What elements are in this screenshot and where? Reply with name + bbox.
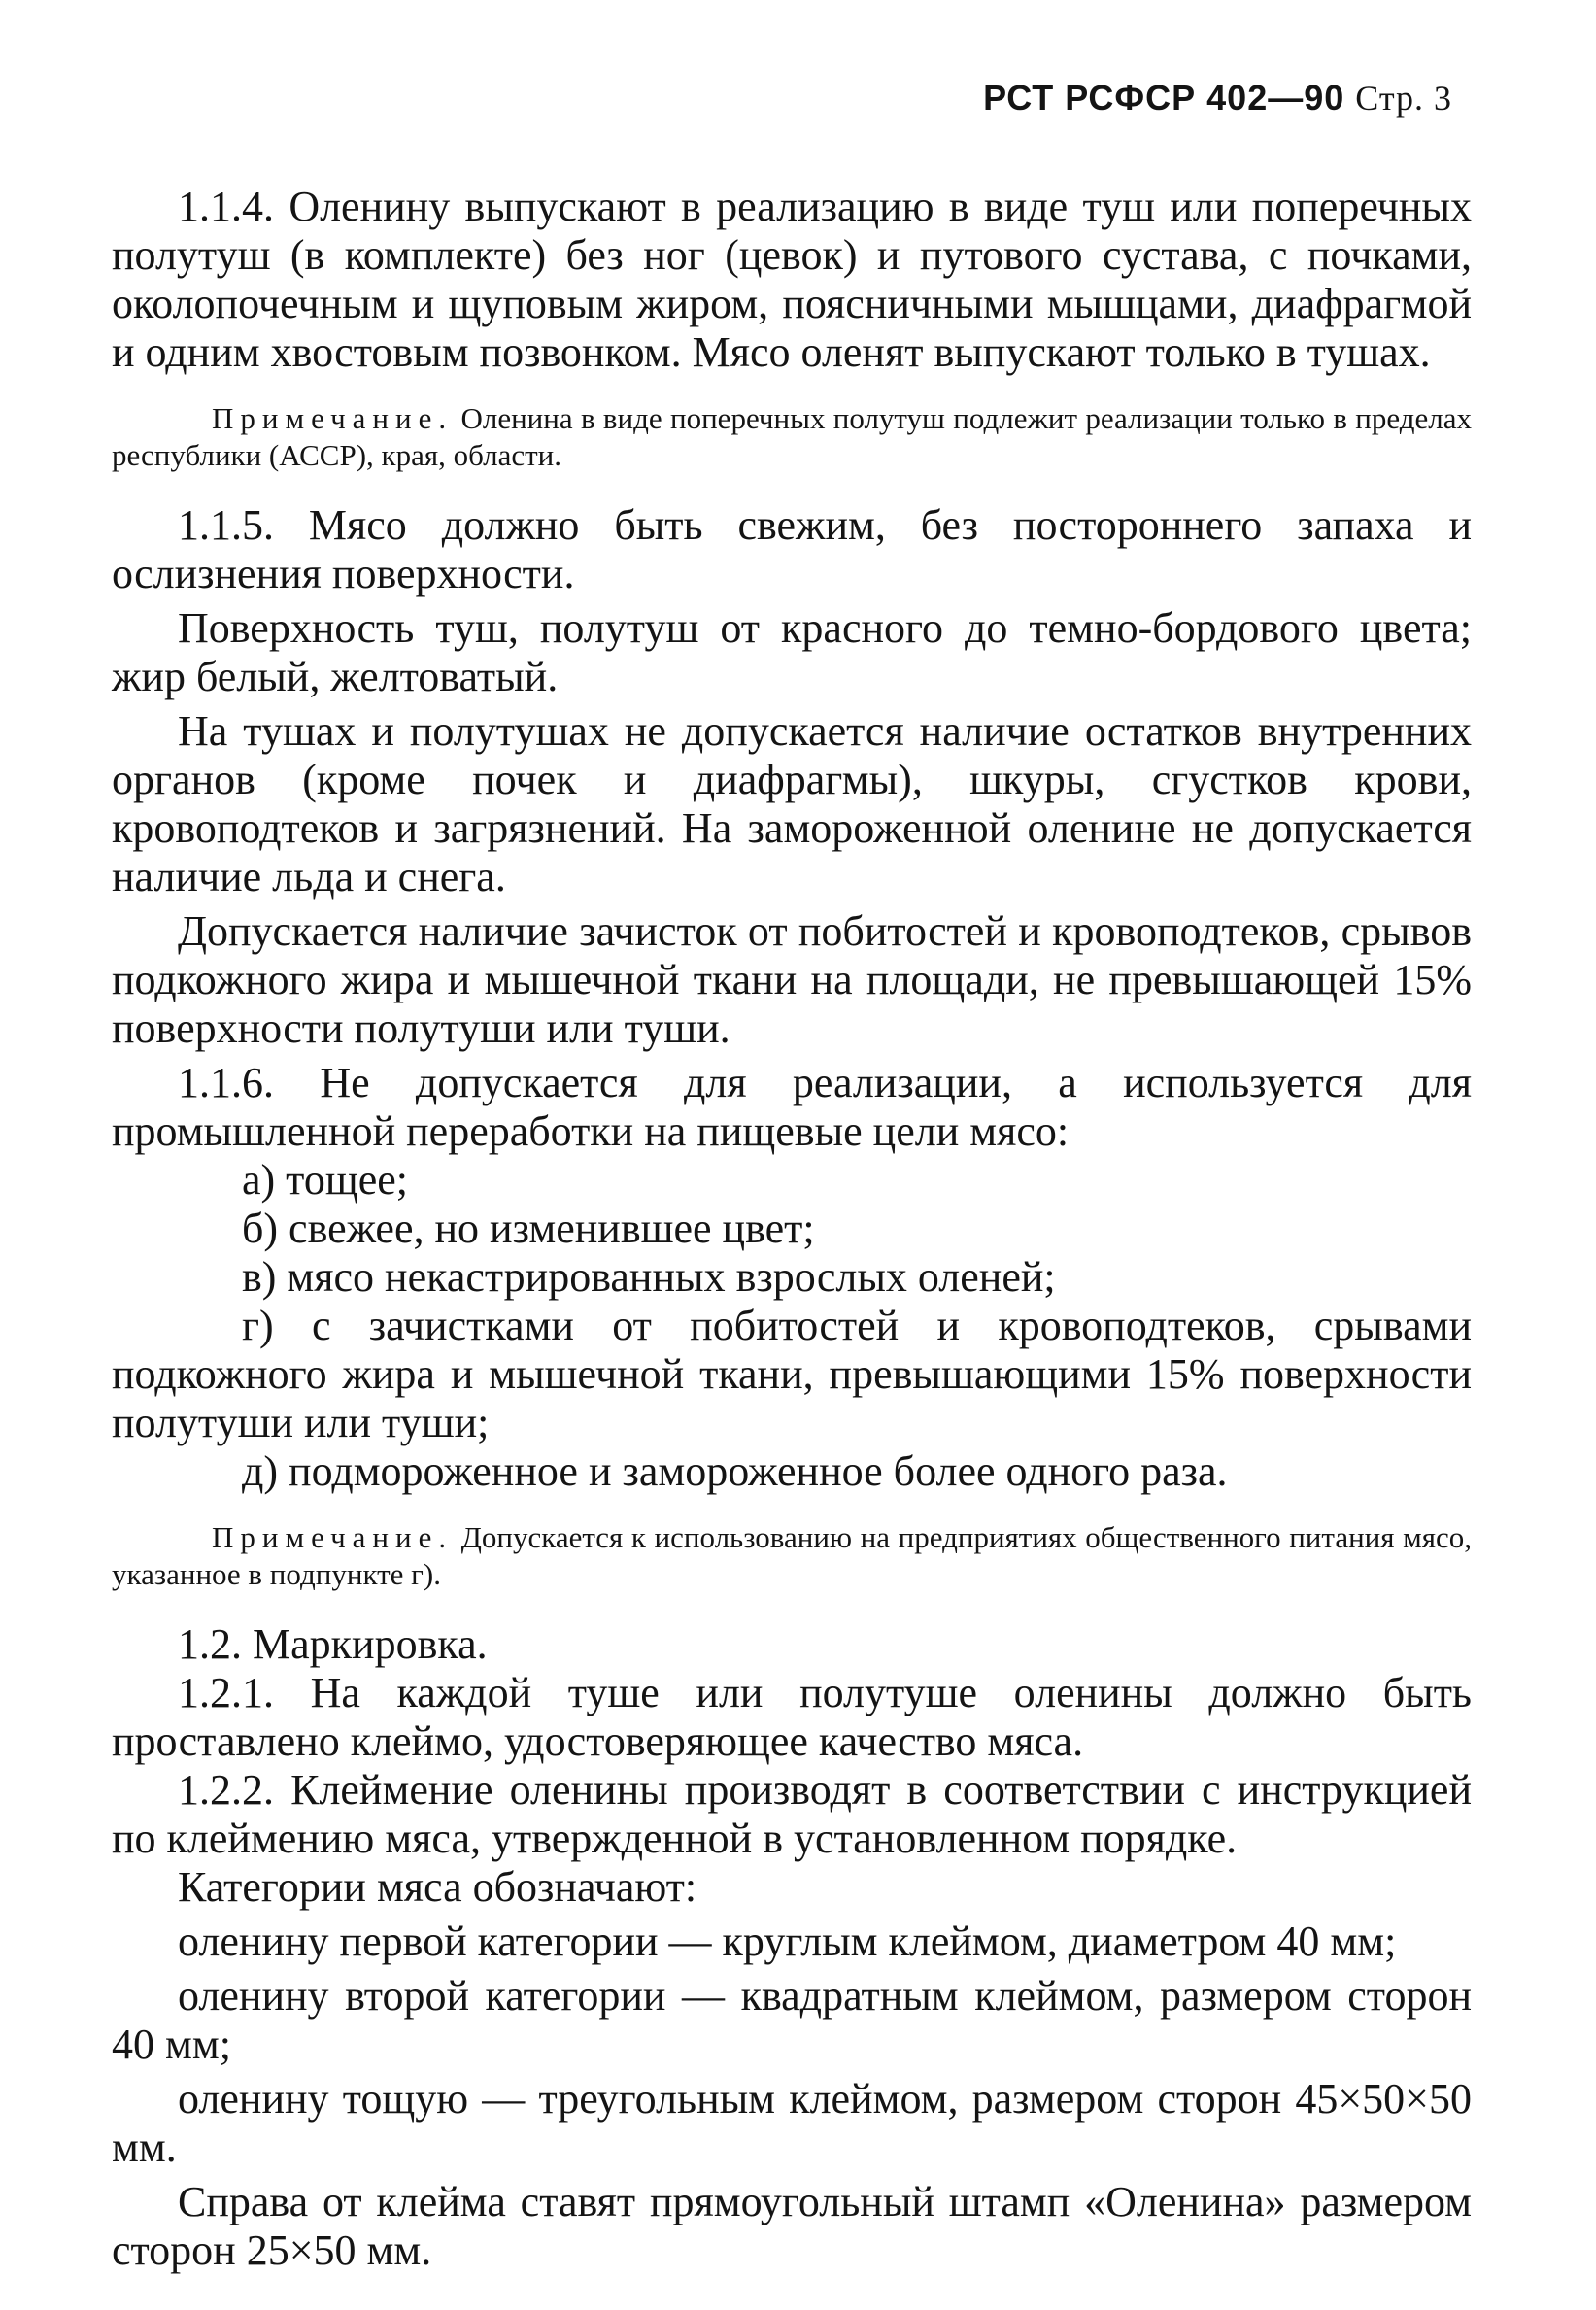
clause-1-2-2-categories: Категории мяса обозначают: <box>178 1863 697 1911</box>
note-text: Допускается к использованию на предприятиях общественного питания мясо, указанное в подпункте г). <box>112 1520 1473 1591</box>
note-1 <box>112 400 1472 474</box>
category-first: оленину первой категории — круглым клеймом, диаметром 40 мм; <box>178 1918 1397 1965</box>
category-lean: оленину тощую — треугольным клеймом, размером сторон 45×50×50 мм. <box>112 2075 1472 2171</box>
standard-code: РСТ РСФСР 402—90 <box>983 78 1345 118</box>
clause-1-2-1: 1.2.1. На каждой туше или полутуше оленины должно быть проставлено клеймо, удостоверяющее качество мяса. <box>112 1669 1472 1765</box>
note-label: Примечание. <box>212 1520 454 1554</box>
clause-1-1-5-surface: Поверхность туш, полутуш от красного до темно-бордового цвета; жир белый, желтоватый. <box>112 604 1472 700</box>
restriction-list <box>112 1156 1472 1496</box>
clause-1-1-5-allowed: Допускается наличие зачисток от побитостей и кровоподтеков, срывов подкожного жира и мышечной ткани на площади, не превышающей 15% поверхности полутуши или туши. <box>112 907 1472 1052</box>
page-header <box>983 78 1452 119</box>
clause-1-2-2: 1.2.2. Клеймение оленины производят в соответствии с инструкцией по клеймению мяса, утвержденной в установленном порядке. <box>112 1766 1472 1862</box>
section-1-2-title: 1.2. Маркировка. <box>178 1620 488 1668</box>
stamp-rule: Справа от клейма ставят прямоугольный штамп «Оленина» размером сторон 25×50 мм. <box>112 2178 1472 2274</box>
clause-1-1-4: 1.1.4. Оленину выпускают в реализацию в виде туш или поперечных полутуш (в комплекте) без ног (цевок) и путового сустава, с почками, околопочечным и щуповым жиром, поясничными мышцами, диафрагмой и одним хвостовым позвонком. Мясо оленят выпускают только в тушах. <box>112 183 1472 376</box>
note-text: Оленина в виде поперечных полутуш подлежит реализации только в пределах республики (АССР), края, области. <box>112 401 1473 472</box>
list-item: в) мясо некастрированных взрослых оленей; <box>242 1253 1056 1301</box>
note-2 <box>112 1519 1472 1593</box>
list-item: д) подмороженное и замороженное более одного раза. <box>242 1447 1228 1495</box>
document-body <box>112 183 1472 2275</box>
category-second: оленину второй категории — квадратным клеймом, размером сторон 40 мм; <box>112 1972 1472 2068</box>
list-item: а) тощее; <box>242 1156 408 1204</box>
clause-1-1-5-defects: На тушах и полутушах не допускается наличие остатков внутренних органов (кроме почек и диафрагмы), шкуры, сгустков крови, кровоподтеков и загрязнений. На замороженной оленине не допускается наличие льда и снега. <box>112 707 1472 900</box>
list-item: г) с зачистками от побитостей и кровоподтеков, срывами подкожного жира и мышечной ткани, превышающими 15% поверхности полутуши или туши; <box>112 1302 1472 1446</box>
list-item: б) свежее, но изменившее цвет; <box>242 1205 815 1252</box>
clause-1-1-5: 1.1.5. Мясо должно быть свежим, без постороннего запаха и ослизнения поверхности. <box>112 501 1472 597</box>
clause-1-1-6: 1.1.6. Не допускается для реализации, а используется для промышленной переработки на пищевые цели мясо: <box>112 1059 1472 1155</box>
page-number: Стр. 3 <box>1355 79 1452 118</box>
note-label: Примечание. <box>212 401 454 435</box>
